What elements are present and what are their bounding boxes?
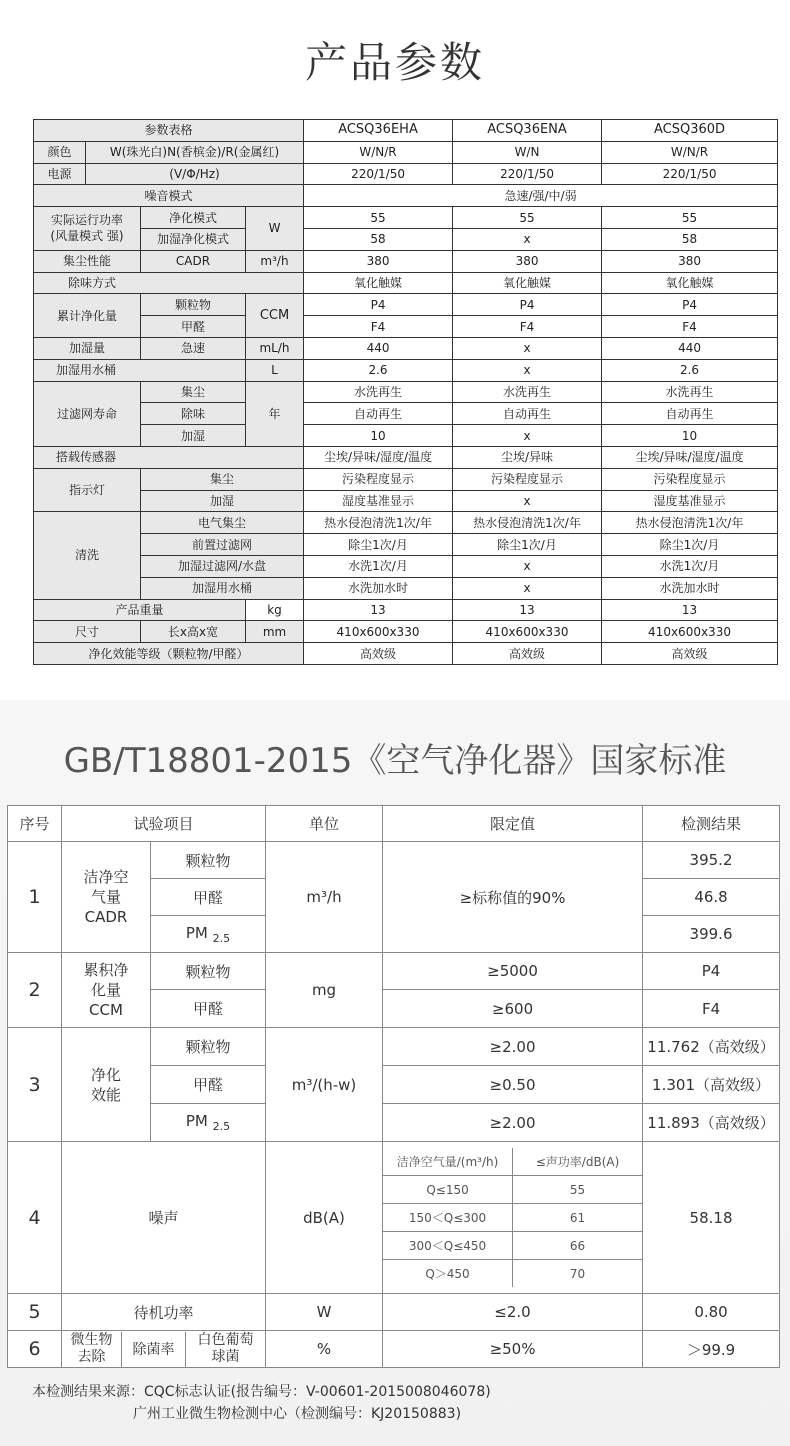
value-cell: 尘埃/异味/湿度/温度 xyxy=(304,446,453,468)
label-cell: 累计净化量 xyxy=(34,294,141,338)
value-cell: 58 xyxy=(304,228,453,250)
value-cell: 水洗加水时 xyxy=(602,577,778,599)
limit-cell: ≥标称值的90% xyxy=(383,842,643,953)
unit-cell: CCM xyxy=(246,294,304,338)
value-cell: F4 xyxy=(304,316,453,338)
label-cell: W(珠光白)N(香槟金)/R(金属红) xyxy=(86,141,304,163)
table-row xyxy=(34,359,778,381)
pm-subscript: 2.5 xyxy=(212,931,231,945)
value-cell: F4 xyxy=(602,316,778,338)
label-cell: 颜色 xyxy=(34,141,86,163)
value-cell: 2.6 xyxy=(602,359,778,381)
sub-label-cell: 加湿 xyxy=(141,425,246,447)
table-row xyxy=(34,490,778,512)
spec-title: 产品参数 xyxy=(304,38,485,87)
value-cell: 尘埃/异味/湿度/温度 xyxy=(602,446,778,468)
label-cell: 除味方式 xyxy=(34,272,304,294)
result-cell: 11.762（高效级） xyxy=(643,1028,780,1066)
row-no: 1 xyxy=(8,842,62,953)
value-cell: P4 xyxy=(602,294,778,316)
spec-table xyxy=(33,119,778,665)
value-cell: W/N/R xyxy=(304,141,453,163)
value-cell: 湿度基准显示 xyxy=(304,490,453,512)
noise-limit-cell xyxy=(383,1142,643,1294)
header-item: 试验项目 xyxy=(62,806,266,842)
model-header: ACSQ36ENA xyxy=(453,120,602,142)
label-cell: 电源 xyxy=(34,163,86,185)
sub-item: 甲醛 xyxy=(151,879,266,916)
table-row xyxy=(34,643,778,665)
sub-item: 颗粒物 xyxy=(151,1028,266,1066)
table-row xyxy=(8,1142,780,1294)
inner-range: Q≤150 xyxy=(383,1176,513,1204)
value-cell: 水洗再生 xyxy=(304,381,453,403)
table-row xyxy=(383,1204,642,1232)
unit-cell: (V/Φ/Hz) xyxy=(86,163,304,185)
value-cell: 自动再生 xyxy=(453,403,602,425)
value-cell: 水洗加水时 xyxy=(304,577,453,599)
table-row xyxy=(34,577,778,599)
sub-label-cell: 净化模式 xyxy=(141,207,246,229)
value-cell: 410x600x330 xyxy=(602,621,778,643)
value-cell: 水洗1次/月 xyxy=(304,555,453,577)
sub-item xyxy=(151,1104,266,1142)
standard-title: GB/T18801-2015《空气净化器》国家标准 xyxy=(63,741,727,781)
inner-range: 150＜Q≤300 xyxy=(383,1204,513,1232)
item-name: 净化 效能 xyxy=(62,1028,151,1142)
value-cell: 410x600x330 xyxy=(304,621,453,643)
result-cell: ＞99.9 xyxy=(643,1331,780,1368)
sub-label-cell: 甲醛 xyxy=(141,316,246,338)
table-row xyxy=(34,337,778,359)
value-cell: 自动再生 xyxy=(602,403,778,425)
inner-range: Q＞450 xyxy=(383,1260,513,1288)
unit-cell: 年 xyxy=(246,381,304,446)
inner-header: 洁净空气量/(m³/h) xyxy=(383,1148,513,1176)
unit-cell: m³/(h-w) xyxy=(266,1028,383,1142)
value-cell: x xyxy=(453,228,602,250)
unit-cell: mm xyxy=(246,621,304,643)
microbe-label: 微生物 去除 xyxy=(62,1332,122,1367)
table-row xyxy=(34,555,778,577)
value-cell: 热水侵泡清洗1次/年 xyxy=(602,512,778,534)
sub-label-cell: 加湿过滤网/水盘 xyxy=(141,555,304,577)
table-row xyxy=(34,120,778,142)
value-cell: W/N/R xyxy=(602,141,778,163)
unit-cell: m³/h xyxy=(246,250,304,272)
result-cell: 58.18 xyxy=(643,1142,780,1294)
microbe-item-table xyxy=(62,1332,265,1367)
unit-cell: W xyxy=(266,1294,383,1331)
value-cell: 水洗1次/月 xyxy=(602,555,778,577)
table-row xyxy=(34,381,778,403)
value-cell: 13 xyxy=(453,599,602,621)
label-cell: 清洗 xyxy=(34,512,141,599)
sub-label-cell: 加湿 xyxy=(141,490,304,512)
table-row xyxy=(34,228,778,250)
sub-label-cell: 前置过滤网 xyxy=(141,534,304,556)
value-cell: 尘埃/异味 xyxy=(453,446,602,468)
table-row xyxy=(34,316,778,338)
label-cell: 实际运行功率 (风量模式 强) xyxy=(34,207,141,251)
result-cell: P4 xyxy=(643,953,780,990)
unit-cell: mL/h xyxy=(246,337,304,359)
value-cell: 10 xyxy=(602,425,778,447)
table-row xyxy=(8,1294,780,1331)
value-cell: 污染程度显示 xyxy=(304,468,453,490)
header-cell: 参数表格 xyxy=(34,120,304,142)
limit-cell: ≥600 xyxy=(383,990,643,1028)
value-cell: 高效级 xyxy=(304,643,453,665)
table-row xyxy=(34,185,778,207)
limit-cell: ≥5000 xyxy=(383,953,643,990)
value-cell: P4 xyxy=(304,294,453,316)
result-cell: 11.893（高效级） xyxy=(643,1104,780,1142)
value-cell: 氧化触媒 xyxy=(453,272,602,294)
value-cell: 热水侵泡清洗1次/年 xyxy=(304,512,453,534)
table-row xyxy=(8,1028,780,1066)
value-cell: 380 xyxy=(304,250,453,272)
inner-limit: 61 xyxy=(513,1204,643,1232)
sub-label-cell: 长x高x宽 xyxy=(141,621,246,643)
table-row xyxy=(34,512,778,534)
sub-item xyxy=(151,916,266,953)
sub-label-cell: 急速 xyxy=(141,337,246,359)
result-cell: 399.6 xyxy=(643,916,780,953)
value-cell: 58 xyxy=(602,228,778,250)
sub-item: 甲醛 xyxy=(151,1066,266,1104)
standard-table xyxy=(7,805,780,1368)
label-cell: 尺寸 xyxy=(34,621,141,643)
sub-label-cell: 加湿用水桶 xyxy=(141,577,304,599)
value-cell: x xyxy=(453,425,602,447)
sub-label-cell: 除味 xyxy=(141,403,246,425)
value-cell: 水洗再生 xyxy=(602,381,778,403)
standard-section xyxy=(0,700,790,1446)
table-row xyxy=(34,446,778,468)
sub-label-cell: CADR xyxy=(141,250,246,272)
value-cell: 440 xyxy=(602,337,778,359)
row-no: 2 xyxy=(8,953,62,1028)
item-name xyxy=(62,1331,266,1368)
value-cell: 自动再生 xyxy=(304,403,453,425)
table-row xyxy=(34,468,778,490)
sub-item: 颗粒物 xyxy=(151,953,266,990)
unit-cell: dB(A) xyxy=(266,1142,383,1294)
limit-cell: ≥2.00 xyxy=(383,1028,643,1066)
value-cell: 湿度基准显示 xyxy=(602,490,778,512)
value-cell: 急速/强/中/弱 xyxy=(304,185,778,207)
result-cell: 395.2 xyxy=(643,842,780,879)
microbe-species: 白色葡萄 球菌 xyxy=(197,1332,254,1365)
result-cell: 0.80 xyxy=(643,1294,780,1331)
item-name: 洁净空 气量 CADR xyxy=(62,842,151,953)
sub-label-cell: 颗粒物 xyxy=(141,294,246,316)
label-cell: 搭载传感器 xyxy=(34,446,304,468)
table-row xyxy=(34,425,778,447)
header-limit: 限定值 xyxy=(383,806,643,842)
label-cell: 指示灯 xyxy=(34,468,141,512)
value-cell: 13 xyxy=(602,599,778,621)
result-cell: 1.301（高效级） xyxy=(643,1066,780,1104)
item-name: 噪声 xyxy=(62,1142,266,1294)
table-row xyxy=(383,1148,642,1176)
inner-range: 300＜Q≤450 xyxy=(383,1232,513,1260)
value-cell: 污染程度显示 xyxy=(453,468,602,490)
result-cell: 46.8 xyxy=(643,879,780,916)
header-unit: 单位 xyxy=(266,806,383,842)
value-cell: 380 xyxy=(602,250,778,272)
value-cell: 氧化触媒 xyxy=(304,272,453,294)
table-row xyxy=(34,207,778,229)
limit-cell: ≥0.50 xyxy=(383,1066,643,1104)
limit-cell: ≥50% xyxy=(383,1331,643,1368)
sub-label-cell: 加湿净化模式 xyxy=(141,228,246,250)
row-no: 3 xyxy=(8,1028,62,1142)
value-cell: 220/1/50 xyxy=(453,163,602,185)
value-cell: 2.6 xyxy=(304,359,453,381)
table-row xyxy=(34,250,778,272)
row-no: 5 xyxy=(8,1294,62,1331)
unit-cell: W xyxy=(246,207,304,251)
unit-cell: mg xyxy=(266,953,383,1028)
value-cell: x xyxy=(453,337,602,359)
table-row xyxy=(8,842,780,879)
value-cell: P4 xyxy=(453,294,602,316)
unit-cell: m³/h xyxy=(266,842,383,953)
inner-limit: 66 xyxy=(513,1232,643,1260)
item-name: 累积净 化量 CCM xyxy=(62,953,151,1028)
sub-label-cell: 集尘 xyxy=(141,468,304,490)
header-result: 检测结果 xyxy=(643,806,780,842)
label-cell: 加湿用水桶 xyxy=(34,359,246,381)
limit-cell: ≤2.0 xyxy=(383,1294,643,1331)
header-no: 序号 xyxy=(8,806,62,842)
sub-label-cell: 集尘 xyxy=(141,381,246,403)
value-cell: 氧化触媒 xyxy=(602,272,778,294)
sub-item: 颗粒物 xyxy=(151,842,266,879)
table-row xyxy=(34,621,778,643)
unit-cell: L xyxy=(246,359,304,381)
model-header: ACSQ36EHA xyxy=(304,120,453,142)
value-cell: x xyxy=(453,555,602,577)
value-cell: 高效级 xyxy=(602,643,778,665)
table-row xyxy=(34,403,778,425)
value-cell: 除尘1次/月 xyxy=(602,534,778,556)
sub-item: 甲醛 xyxy=(151,990,266,1028)
label-cell: 加湿量 xyxy=(34,337,141,359)
value-cell: 10 xyxy=(304,425,453,447)
value-cell: x xyxy=(453,490,602,512)
value-cell: 55 xyxy=(304,207,453,229)
unit-cell: % xyxy=(266,1331,383,1368)
value-cell: x xyxy=(453,359,602,381)
table-row xyxy=(8,806,780,842)
sub-label-cell: 电气集尘 xyxy=(141,512,304,534)
table-row xyxy=(62,1332,265,1367)
pm-subscript: 2.5 xyxy=(212,1120,231,1133)
value-cell: 13 xyxy=(304,599,453,621)
value-cell: 55 xyxy=(453,207,602,229)
inner-header: ≤声功率/dB(A) xyxy=(513,1148,643,1176)
table-row xyxy=(383,1176,642,1204)
inner-limit: 55 xyxy=(513,1176,643,1204)
row-no: 6 xyxy=(8,1331,62,1368)
value-cell: F4 xyxy=(453,316,602,338)
item-name: 待机功率 xyxy=(62,1294,266,1331)
spec-section xyxy=(0,0,790,700)
value-cell: 220/1/50 xyxy=(304,163,453,185)
value-cell: 水洗再生 xyxy=(453,381,602,403)
result-cell: F4 xyxy=(643,990,780,1028)
value-cell: x xyxy=(453,577,602,599)
table-row xyxy=(383,1260,642,1288)
value-cell: 55 xyxy=(602,207,778,229)
pm-label: PM xyxy=(185,1112,208,1130)
value-cell: 除尘1次/月 xyxy=(304,534,453,556)
limit-cell: ≥2.00 xyxy=(383,1104,643,1142)
footnote-lab: 广州工业微生物检测中心（检测编号：KJ20150883) xyxy=(133,1406,462,1422)
value-cell: 除尘1次/月 xyxy=(453,534,602,556)
value-cell: 污染程度显示 xyxy=(602,468,778,490)
table-row xyxy=(34,599,778,621)
label-cell: 净化效能等级（颗粒物/甲醛） xyxy=(34,643,304,665)
value-cell: 220/1/50 xyxy=(602,163,778,185)
table-row xyxy=(34,294,778,316)
value-cell: 440 xyxy=(304,337,453,359)
label-cell: 噪音模式 xyxy=(34,185,304,207)
label-cell: 过滤网寿命 xyxy=(34,381,141,446)
table-row xyxy=(34,163,778,185)
pm-label: PM xyxy=(185,923,208,942)
table-row xyxy=(34,141,778,163)
unit-cell: kg xyxy=(246,599,304,621)
table-row xyxy=(8,953,780,990)
value-cell: 380 xyxy=(453,250,602,272)
table-row xyxy=(34,272,778,294)
value-cell: 410x600x330 xyxy=(453,621,602,643)
value-cell: W/N xyxy=(453,141,602,163)
table-row xyxy=(383,1232,642,1260)
footnote-source: 本检测结果来源：CQC标志认证(报告编号：V-00601-2015008046078) xyxy=(32,1384,491,1400)
microbe-rate: 除菌率 xyxy=(122,1332,186,1367)
label-cell: 产品重量 xyxy=(34,599,246,621)
value-cell: 热水侵泡清洗1次/年 xyxy=(453,512,602,534)
table-row xyxy=(34,534,778,556)
noise-limit-table xyxy=(383,1148,642,1287)
row-no: 4 xyxy=(8,1142,62,1294)
label-cell: 集尘性能 xyxy=(34,250,141,272)
model-header: ACSQ360D xyxy=(602,120,778,142)
table-row xyxy=(8,1331,780,1368)
value-cell: 高效级 xyxy=(453,643,602,665)
inner-limit: 70 xyxy=(513,1260,643,1288)
